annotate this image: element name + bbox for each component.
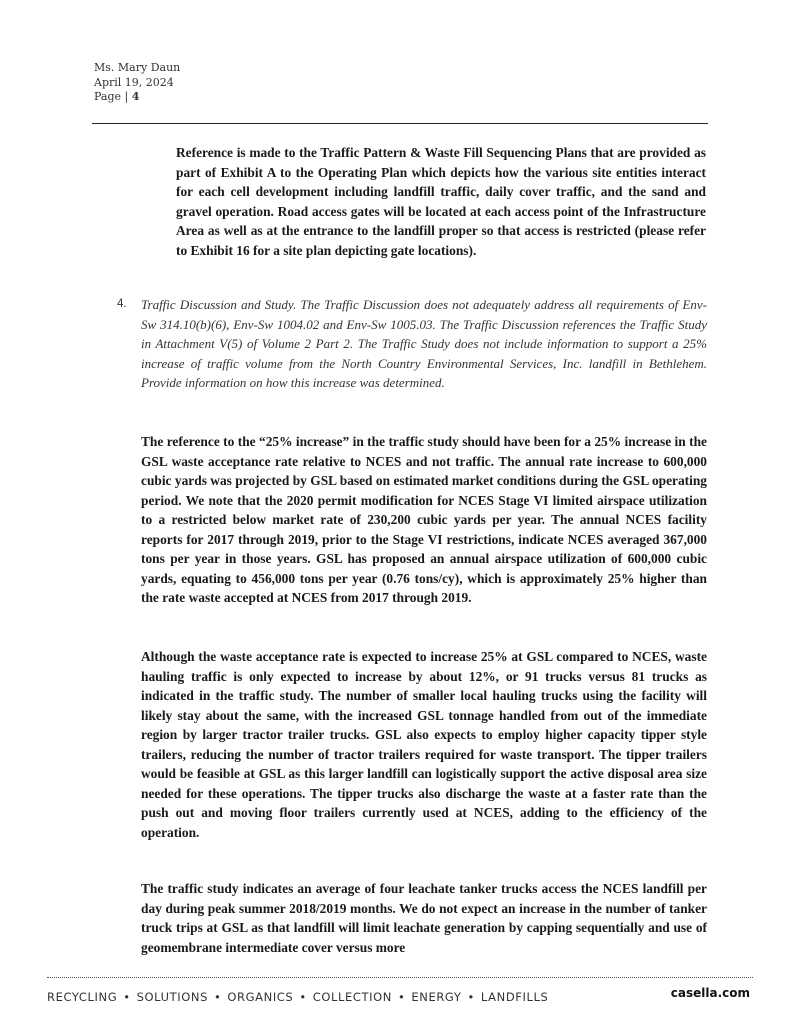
bullet-separator: •	[299, 990, 307, 1004]
page-indicator	[94, 90, 180, 105]
bullet-separator: •	[467, 990, 475, 1004]
tagline-solutions: SOLUTIONS	[136, 990, 208, 1004]
bullet-separator: •	[398, 990, 406, 1004]
website-link[interactable]: casella.com	[670, 986, 750, 1000]
letter-header	[94, 61, 180, 105]
comment-text: Traffic Discussion and Study. The Traffic Discussion does not adequately address all requirements of Env-Sw 314.10(b)(6), Env-Sw 1004.02 and Env-Sw 1005.03. The Traffic Discussion references the Traffic Study in Attachment V(5) of Volume 2 Part 2. The Traffic Study does not include information to support a 25% increase of traffic volume from the North Country Environmental Services, Inc. landfill in Bethlehem. Provide information on how this increase was determined.	[141, 297, 707, 390]
footer-divider	[47, 977, 753, 978]
response-paragraph-1: The reference to the “25% increase” in the traffic study should have been for a 25% increase in the GSL waste acceptance rate relative to NCES and not traffic. The annual rate increase to 600,000 cubic yards was projected by GSL based on estimated market conditions during the GSL operating period. We note that the 2020 permit modification for NCES Stage VI limited airspace utilization to a restricted below market rate of 230,200 cubic yards per year. The annual NCES facility reports for 2017 through 2019, prior to the Stage VI restrictions, indicate NCES averaged 367,000 tons per year in those years. GSL has proposed an annual airspace utilization of 600,000 cubic yards, equating to 456,000 tons per year (0.76 tons/cy), which is approximately 25% higher than the rate waste accepted at NCES from 2017 through 2019.	[141, 434, 707, 605]
page-footer	[47, 986, 753, 1005]
bullet-separator: •	[214, 990, 222, 1004]
tagline-landfills: LANDFILLS	[480, 990, 549, 1004]
tagline-recycling: RECYCLING	[47, 990, 118, 1004]
recipient-name: Ms. Mary Daun	[94, 61, 181, 74]
header-divider	[92, 123, 708, 124]
letter-date: April 19, 2024	[94, 75, 174, 89]
comment-item-4	[117, 295, 707, 393]
footer-tagline	[47, 990, 548, 1004]
response-paragraph-prev: Reference is made to the Traffic Pattern & Waste Fill Sequencing Plans that are provided as part of Exhibit A to the Operating Plan which depicts how the various site entities interact for each cell development including landfill traffic, daily cover traffic, and the sand and gravel operation. Road access gates will be located at each access point of the Infrastructure Area as well as at the entrance to the landfill proper so that access is restricted (please refer to Exhibit 16 for a site plan depicting gate locations).	[176, 145, 706, 258]
page-number: 4	[131, 90, 140, 103]
response-paragraph-3: The traffic study indicates an average of four leachate tanker trucks access the NCES landfill per day during peak summer 2018/2019 months. We do not expect an increase in the number of tanker truck trips at GSL as that landfill will limit leachate generation by capping sequentially and use of geomembrane intermediate cover versus more	[141, 881, 707, 955]
tagline-energy: ENERGY	[411, 990, 462, 1004]
response-paragraph-2: Although the waste acceptance rate is expected to increase 25% at GSL compared to NCES, waste hauling traffic is only expected to increase by about 12%, or 91 trucks versus 81 trucks as indicated in the traffic study. The number of smaller local hauling trucks using the facility will likely stay about the same, with the increased GSL tonnage handled from out of the immediate region by larger tractor trailer trucks. GSL also expects to employ higher capacity tipper style trailers, reducing the number of tractor trailers required for waste transport. The tipper trailers would be feasible at GSL as this larger landfill can logistically support the active disposal area size needed for these operations. The tipper trucks also discharge the waste at a faster rate than the push out and moving floor trailers currently used at NCES, adding to the efficiency of the operation.	[141, 649, 707, 840]
item-number: 4.	[117, 298, 127, 310]
tagline-collection: COLLECTION	[312, 990, 392, 1004]
bullet-separator: •	[123, 990, 131, 1004]
tagline-organics: ORGANICS	[227, 990, 294, 1004]
page-label: Page |	[94, 90, 132, 103]
